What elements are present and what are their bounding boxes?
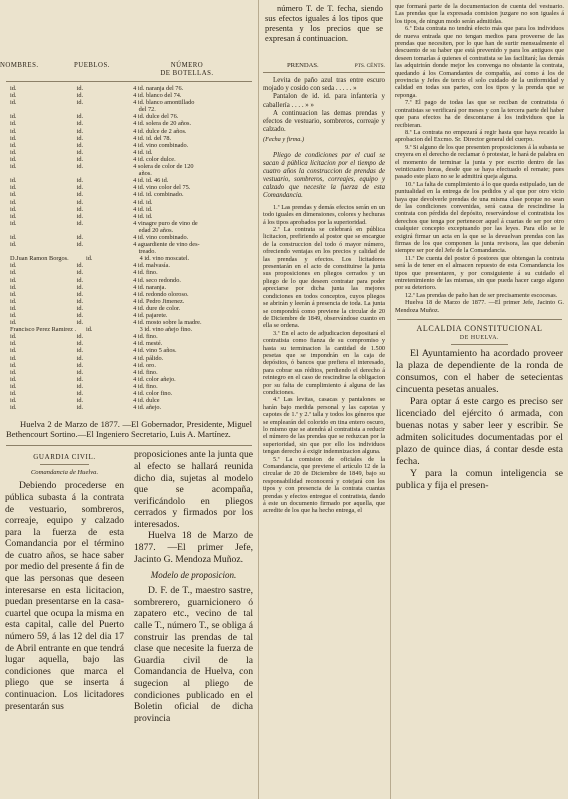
cell-nombre: id. — [10, 390, 17, 398]
cell-botellas: 4 id. id. — [133, 212, 153, 220]
cell-botellas: 4 id. seco redondo. — [133, 276, 181, 284]
table-row — [0, 319, 258, 326]
table-row — [0, 85, 258, 92]
cell-nombre: id. — [10, 340, 17, 348]
cond-9: 9.ª Si alguno de los que presenten proposiciones á la subasta se creyera en el derecho de reclamar ó protestar, le hará de palabra en el momento de terminar la junta y por escrito dentro de las veinticuatro horas, desde que se haya efectuado el remate; pues pasado este plazo no se le admitirá queja alguna. — [395, 143, 564, 181]
table-row — [0, 220, 258, 227]
table-row — [0, 248, 258, 255]
alcaldia-text-3: Y para la comun inteligencia se publica y fija el presen- — [396, 468, 563, 492]
cell-pueblo: id. — [76, 340, 84, 348]
cell-nombre — [0, 170, 55, 177]
cell-botellas: 4 id. naranja del 76. — [133, 85, 184, 92]
cell-nombre: id. — [10, 276, 17, 284]
cell-nombre — [0, 227, 55, 234]
cell-pueblo — [55, 106, 129, 113]
cell-nombre: id. — [10, 262, 17, 270]
table-row — [0, 92, 258, 99]
cell-botellas: 4 id. dure de color. — [133, 304, 181, 312]
cell-botellas: treado. — [138, 248, 156, 256]
column-middle — [259, 0, 389, 799]
cell-pueblo: id. — [76, 120, 84, 128]
cell-botellas: del 72. — [138, 106, 156, 114]
cell-botellas: 3 id. vino añejo fino. — [139, 326, 193, 334]
cell-pueblo: id. — [76, 262, 84, 270]
alcaldia-text-2: Para optar á este cargo es preciso ser licenciado del ejército ó armada, con buenas notas y saber leer y escribir. Se admiten solicitudes documentadas por el plazo de quince dias, á contar desde esta fecha. — [396, 396, 563, 468]
header-numero-sub: DE BOTELLAS. — [160, 70, 214, 77]
alcaldia-rule — [397, 319, 562, 320]
cell-pueblo: id. — [76, 113, 84, 121]
cell-botellas: 4 id. vino color del 75. — [133, 184, 191, 192]
cell-pueblo: id. — [76, 163, 84, 171]
cond-1: 1.ª Las prendas y demás efectos serán en un todo iguales en dimensiones, colores y hechuras á los tipos aprobados por la superioridad. — [263, 203, 385, 226]
cell-pueblo: id. — [76, 155, 84, 163]
prenda-3: A continuacion las demas prendas y efectos de vestuario, sombreros, correaje y calzado. — [263, 109, 385, 134]
cell-pueblo: id. — [76, 368, 84, 376]
table-row — [0, 120, 258, 127]
column-left — [0, 0, 258, 799]
cell-pueblo: id. — [76, 304, 84, 312]
prenda-2: Pantalon de id. id. para infantería y caballería . . . . » » — [263, 93, 385, 109]
header-nombres: NOMBRES. — [0, 62, 39, 69]
table-row — [0, 390, 258, 397]
guardia-sub: Comandancia de Huelva. — [30, 469, 99, 477]
cell-botellas: 4 solera de color de 120 — [133, 163, 194, 171]
table-row — [0, 347, 258, 354]
cell-nombre: id. — [10, 191, 17, 199]
alcaldia-sub: DE HUELVA. — [459, 335, 500, 342]
cell-pueblo: id. — [76, 333, 84, 341]
cell-pueblo: id. — [76, 269, 84, 277]
cell-botellas: 4 id. vino 5 años. — [133, 347, 177, 355]
cond-3: 3.ª En el acto de adjudicacion depositará el contratista como fianza de su compromiso y hasta su terminacion la cantidad de 1.500 pesetas que se impondrán en la caja de depósitos, ó bancos que prefiera el interesado, para cobrar sus réditos, perdiendo el derecho á reintegro en el caso de rescindirse la obligacion por su falta de cumplimiento á alguna de las condiciones. — [263, 329, 385, 396]
table-row — [0, 284, 258, 291]
cell-pueblo: id. — [76, 319, 84, 327]
cell-nombre: id. — [10, 347, 17, 355]
cell-pueblo: id. — [76, 177, 84, 185]
cell-nombre: id. — [10, 205, 17, 213]
cell-nombre: id. — [10, 233, 17, 241]
cell-botellas: edad 20 años. — [138, 226, 174, 234]
cell-nombre: id. — [10, 368, 17, 376]
cell-pueblo: id. — [76, 375, 84, 383]
cell-nombre: id. — [10, 177, 17, 185]
cond-5: 5.ª La comision de oficiales de la Comandancia, que previene el artículo 12 de la circular de 20 de Diciembre de 1849, bajo su responsabilidad reconocerá y cotejará con los tipos y con presencia de la contrata cuantas prendas y efectos entregue el contratista, dando á este un documento firmado por aquella, que acredite de los que ha hecho entrega, el — [263, 455, 385, 515]
fecha-firma: (Fecha y firma.) — [263, 136, 305, 144]
cell-pueblo: id. — [76, 397, 84, 405]
cell-nombre: id. — [10, 184, 17, 192]
cell-nombre: id. — [10, 99, 17, 107]
cell-nombre: id. — [10, 148, 17, 156]
prendas-header — [263, 62, 385, 70]
cell-botellas: 4 id. añejo. — [133, 404, 162, 412]
cell-pueblo: id. — [76, 233, 84, 241]
table-row — [0, 163, 258, 170]
cond-12: 12.ª Las prendas de paño han de ser precisamente escocesas. — [405, 291, 558, 299]
guardia-title-rule — [40, 464, 89, 465]
table-row — [0, 404, 258, 411]
conditions-list — [259, 204, 389, 515]
cell-botellas: 4 id. pajarete. — [133, 312, 168, 319]
cell-nombre: id. — [10, 163, 17, 171]
cell-botellas: 4 id. blanco amontillado — [133, 99, 195, 107]
cell-botellas: 4 id. id. del 78. — [133, 134, 172, 142]
cell-nombre: id. — [10, 361, 17, 369]
governor-footer: Huelva 2 de Marzo de 1877. —El Gobernador, Presidente, Miguel Bethencourt Sortino.—El Ingeniero Secretario, Luis A. Martínez. — [6, 419, 252, 440]
cell-nombre: id. — [10, 312, 17, 319]
table-row — [0, 149, 258, 156]
cell-botellas: 4 id. id. — [133, 205, 153, 213]
cell-botellas: 4 id. fino. — [133, 382, 158, 390]
cell-nombre: id. — [10, 382, 17, 390]
table-row — [0, 227, 258, 234]
conditions-cont — [391, 3, 568, 314]
cond-11: 11.ª De cuenta del postor ó postores que obtengan la contrata será la de tener en el almacen repuesto de esta Comandancia los tipos que presentaren, y por consiguiente á su cuidado el entretenimiento de las mismas, sin que pueda hacer cargo alguno por su deterioro. — [395, 254, 564, 292]
cell-nombre: id. — [10, 219, 17, 227]
cell-botellas: 4 id. color añejo. — [133, 375, 176, 383]
cond-8: 8.ª La contrata no empezará á regir hasta que haya recaido la aprobacion del Excmo. Sr. Director general del cuerpo. — [395, 128, 564, 144]
cell-botellas: 4 id. redondo oloroso. — [133, 290, 189, 298]
cell-pueblo: id. — [76, 404, 84, 412]
alcaldia-sub-rule — [451, 344, 508, 345]
cell-nombre: id. — [10, 354, 17, 362]
header-pueblos: PUEBLOS. — [74, 62, 110, 69]
table-row — [0, 142, 258, 149]
cell-botellas: años. — [138, 170, 152, 178]
cell-nombre: id. — [10, 283, 17, 291]
cell-pueblo: id. — [76, 127, 84, 135]
header-numero-title: NÚMERO — [170, 62, 204, 69]
modelo-title: Modelo de proposicion. — [150, 570, 237, 581]
cell-nombre: id. — [10, 155, 17, 163]
table-row — [0, 269, 258, 276]
table-row — [0, 191, 258, 198]
cell-pueblo: id. — [76, 312, 84, 319]
guardia-text: Debiendo procederse en pública subasta á la contrata de vestuario, sombreros, correaje, equipo y calzado para la fuerza de esta Comandancia por el término de cuatro años, se hace saber por medio del presente á fin de que las personas que deseen interesarse en esta licitacion, puedan presentarse en la casa-cuartel que ocupa la misma en esta capital, calle del Puerto número 59, á las 12 del dia 17 de Abril entrante en que tendrá lugar aquella, bajo las condiciones que marca el pliego que se inserta á continuacion. Los licitadores presentarán sus — [5, 480, 124, 712]
cell-botellas: 4 id. color fino. — [133, 390, 173, 398]
table-row — [0, 106, 258, 113]
cell-pueblo: id. — [76, 212, 84, 220]
cell-botellas: 4 id. color dulce. — [133, 155, 176, 163]
cell-pueblo: id. — [76, 205, 84, 213]
table-row — [0, 262, 258, 269]
cell-pueblo: id. — [86, 326, 93, 334]
cell-nombre: id. — [10, 113, 17, 121]
cell-botellas: 4 id. fino. — [133, 269, 158, 277]
ptas-h: PTS. CÉNTS. — [354, 63, 385, 69]
cell-pueblo: id. — [76, 361, 84, 369]
cell-nombre: id. — [10, 241, 17, 249]
cell-pueblo: id. — [76, 184, 84, 192]
cell-nombre: id. — [10, 92, 17, 100]
table-row — [0, 206, 258, 213]
prenda-1: Levita de paño azul tras entre escuro mojado y cosido con seda . . . . . » — [263, 77, 385, 93]
table-row — [0, 99, 258, 106]
cell-botellas: 4 id. fino. — [133, 333, 158, 341]
cell-botellas: 4 id. id. combinado. — [133, 191, 184, 199]
table-row — [0, 369, 258, 376]
guardia-right — [129, 449, 258, 724]
column-right — [391, 0, 568, 799]
cell-pueblo: id. — [76, 85, 84, 92]
header-numero — [132, 62, 242, 78]
cell-botellas: 4 id. mosto sobre la madre. — [133, 319, 202, 327]
prop-date: Huelva 18 de Marzo de 1877. —El primer Jefe, Jacinto G. Mendoza Muñoz. — [134, 530, 253, 565]
table-row — [0, 355, 258, 362]
cell-nombre: id. — [10, 198, 17, 206]
table-row — [0, 213, 258, 220]
cell-nombre: id. — [10, 397, 17, 405]
cell-nombre: id. — [10, 333, 17, 341]
cell-botellas: 4 id. id. — [133, 198, 153, 206]
cell-nombre: id. — [10, 85, 17, 92]
cell-botellas: 4 id. blanco del 74. — [133, 92, 182, 100]
cell-pueblo: id. — [76, 276, 84, 284]
table-header — [0, 62, 258, 78]
cell-nombre: Francisco Perez Ramirez . — [10, 326, 77, 334]
table-row — [0, 312, 258, 319]
table-row — [0, 255, 258, 262]
table-row — [0, 177, 258, 184]
table-row — [0, 291, 258, 298]
cell-pueblo: id. — [76, 92, 84, 100]
table-row — [0, 234, 258, 241]
cell-nombre: id. — [10, 297, 17, 305]
cell-nombre: id. — [10, 120, 17, 128]
table-row — [0, 156, 258, 163]
prendas-h: PRENDAS. — [287, 62, 319, 69]
cell-pueblo: id. — [76, 382, 84, 390]
cell-pueblo: id. — [76, 297, 84, 305]
cell-pueblo — [55, 170, 129, 177]
cell-pueblo: id. — [76, 290, 84, 298]
prop-text: proposiciones ante la junta que al efecto se hallará reunida dicho dia, sujetas al modelo que se acompaña, verificándolo en pliegos cerrados y firmados por los interesados. — [134, 449, 253, 530]
alcaldia-text: El Ayuntamiento ha acordado proveer la plaza de dependiente de la ronda de consumos, con el haber de setecientas cincuenta pesetas anuales. — [396, 348, 563, 396]
cell-pueblo: id. — [76, 390, 84, 398]
cell-pueblo — [55, 248, 129, 255]
table-row — [0, 298, 258, 305]
cell-nombre: id. — [10, 304, 17, 312]
cell-pueblo: id. — [76, 148, 84, 156]
cond-6: 6.ª Esta contrata no tendrá efecto más que para los individuos de nueva entrada que no tengan medios para proveerse de las prendas que necesiten, por lo que han de surtir mensualmente el descuento de su haber que está prevenido y para los antiguos que deseen tomarlas á quienes el contratista se las facilitará; las demás las adquirirán donde mejor les convenga no obstante la contrata, quedando á los Comandantes de compañía, así como á los de provincia y Jefes de tercio el solo cuidado de la uniformidad y calidad en todas sus partes, con los tipos y la prenda que se reponga. — [395, 25, 564, 99]
cond-4: 4.ª Las levitas, casacas y pantalones se harán bajo medida personal y las capotas y capotes de 1.ª y 2.ª talla y todos los géneros que se emplearán del colorido en tina entero oscuro, lo mismo que se atendrá al contratista a reducir el número de las prendas que se reduzcan por la superioridad, sin que por ello los individuos tengan derecho á exigir indemnizacion alguna. — [263, 396, 385, 456]
cell-nombre: id. — [10, 375, 17, 383]
cell-pueblo: id. — [76, 354, 84, 362]
cell-botellas: 4 id. dulce de 2 años. — [133, 127, 187, 135]
cell-pueblo: id. — [76, 99, 84, 107]
prendas-rule — [263, 72, 385, 73]
table-row — [0, 241, 258, 248]
cell-botellas: 4 id. oro. — [133, 361, 156, 369]
conditions-date: Huelva 18 de Marzo de 1877. —El primer Jefe, Jacinto G. Mendoza Muñoz. — [395, 299, 564, 314]
cell-botellas: 4 id. vino combinado. — [133, 233, 189, 241]
cell-nombre: D.Juan Ramon Borgos. — [10, 255, 69, 263]
cell-botellas: 4 id. vino moscatel. — [139, 255, 190, 263]
cell-botellas: 4 id. mesté. — [133, 340, 163, 348]
cond-cont-0: que formará parte de la documentacion de cuenta del vestuario. Las prendas que la expresada comision juzgare no son iguales á los tipos, de ningun modo serán admitidas. — [395, 3, 564, 25]
cell-pueblo: id. — [76, 191, 84, 199]
cell-pueblo — [55, 227, 129, 234]
table-row — [0, 362, 258, 369]
cell-botellas: 4 aguardiente de vino des- — [133, 241, 200, 249]
pliego-title: Pliego de condiciones por el cual se sacan á pública licitacion por el tiempo de cuatro años la construccion de prendas de vestuario, sombreros, correajes, equipo y calzado que necesite la fuerza de esta Comandancia. — [263, 151, 385, 199]
cell-nombre: id. — [10, 404, 17, 412]
header-rule — [6, 81, 252, 82]
modelo-text: D. F. de T., maestro sastre, sombrerero, guarnicionero ó zapatero etc., vecino de tal calle T., número T., se obliga á construir las prendas de tal clase que necesite la fuerza de Guardia civil de la Comandancia de Huelva, con sugecion al pliego de condiciones publicado en el Boletin oficial de dicha provincia — [134, 585, 253, 724]
table-row — [0, 184, 258, 191]
table-row — [0, 199, 258, 206]
cell-botellas: 4 id. solera de 20 años. — [133, 120, 192, 128]
cell-botellas: 4 id. dulce — [133, 397, 160, 405]
table-row — [0, 340, 258, 347]
cell-botellas: 4 id. id. — [133, 148, 153, 156]
model-intro: número T. de T. fecha, siendo sus efectos iguales á los tipos que presenta y los precios que se expresan á continuacion. — [265, 4, 383, 43]
bottles-table — [0, 85, 258, 411]
table-row — [0, 376, 258, 383]
footer-rule — [6, 445, 252, 446]
table-row — [0, 397, 258, 404]
cell-botellas: 4 id. naranja. — [133, 283, 167, 291]
cell-pueblo: id. — [76, 198, 84, 206]
table-row — [0, 128, 258, 135]
cell-nombre: id. — [10, 290, 17, 298]
table-row — [0, 135, 258, 142]
cell-nombre: id. — [10, 127, 17, 135]
cell-pueblo: id. — [76, 241, 84, 249]
cell-nombre: id. — [10, 141, 17, 149]
table-row — [0, 277, 258, 284]
guardia-title: GUARDIA CIVIL. — [33, 453, 96, 462]
table-row — [0, 383, 258, 390]
cond-2: 2.ª La contrata se celebrará en pública licitacion, prefiriendo al postor que se encargue de la construccion del todo ó mayor número, ofreciendo ventajas en los precios y calidad de las prendas y efectos. Los licitadores presentarán en el acto de constituirse la junta sus proposiciones en pliegos cerrados y un pliego de lo que deseen contratar para poder apreciarse por dicha junta las mejores condiciones en todos conceptos, cuyos pliegos se abrirán y leerán á presencia de toda. La junta se compondrá como previene la circular de 20 de Diciembre de 1849, observándose cuanto en ella se ordena. — [263, 226, 385, 330]
alcaldia-title: ALCALDIA CONSTITUCIONAL — [416, 324, 543, 334]
cell-pueblo: id. — [86, 255, 93, 263]
cell-botellas: 4 id. dulce del 76. — [133, 113, 179, 121]
cell-nombre: id. — [10, 134, 17, 142]
guardia-left — [0, 449, 129, 724]
cell-botellas: 4 id. fino. — [133, 368, 158, 376]
cell-nombre: id. — [10, 269, 17, 277]
guardia-section — [0, 449, 258, 724]
cell-nombre — [0, 106, 55, 113]
cell-nombre — [0, 248, 55, 255]
cond-7: 7.ª El pago de todas las que se reciban de contratista ó contratistas se verificará por meses y con la tercera parte del haber que para efectos ha de descontarse á los individuos que la recibieran. — [395, 99, 564, 129]
cell-botellas: 4 id. vino combinado. — [133, 141, 189, 149]
cell-pueblo: id. — [76, 134, 84, 142]
table-row — [0, 113, 258, 120]
table-row — [0, 333, 258, 340]
cell-pueblo: id. — [76, 347, 84, 355]
cell-botellas: 4 id. pálido. — [133, 354, 164, 362]
cell-nombre: id. — [10, 212, 17, 220]
cell-botellas: 4 id. Pedro Jimenez. — [133, 297, 185, 305]
cell-botellas: 4 id. malvasía. — [133, 262, 170, 270]
cell-pueblo: id. — [76, 219, 84, 227]
cell-pueblo: id. — [76, 283, 84, 291]
cell-botellas: 4 id. id. 46 id. — [133, 177, 169, 185]
cell-botellas: 4 vinagre puro de vino de — [133, 219, 198, 227]
cond-10: 10.ª La falta de cumplimiento á lo que queda estipulado, tan de puntualidad en la entrega de los pedidos y al que por otro vicio haya que devolverle prendas de una misma clase porque no sean de las condiciones convenidas, será causa de rescindirse la contrata con pérdida del depósito, reservándose el contratista los derechos que tenga por pertenecer aquel á cuartas de ser por otro cualquier concepto exceptuando por las leyes. Para ello se le exigirá firmar un acta en la que se la devuelvan prendas con las firmas de los que componen la junta revisora, las que deberán siempre ser por del Jefe de la Comandancia. — [395, 180, 564, 255]
table-row — [0, 326, 258, 333]
cell-pueblo: id. — [76, 141, 84, 149]
table-row — [0, 170, 258, 177]
cell-nombre: id. — [10, 319, 17, 327]
table-row — [0, 305, 258, 312]
